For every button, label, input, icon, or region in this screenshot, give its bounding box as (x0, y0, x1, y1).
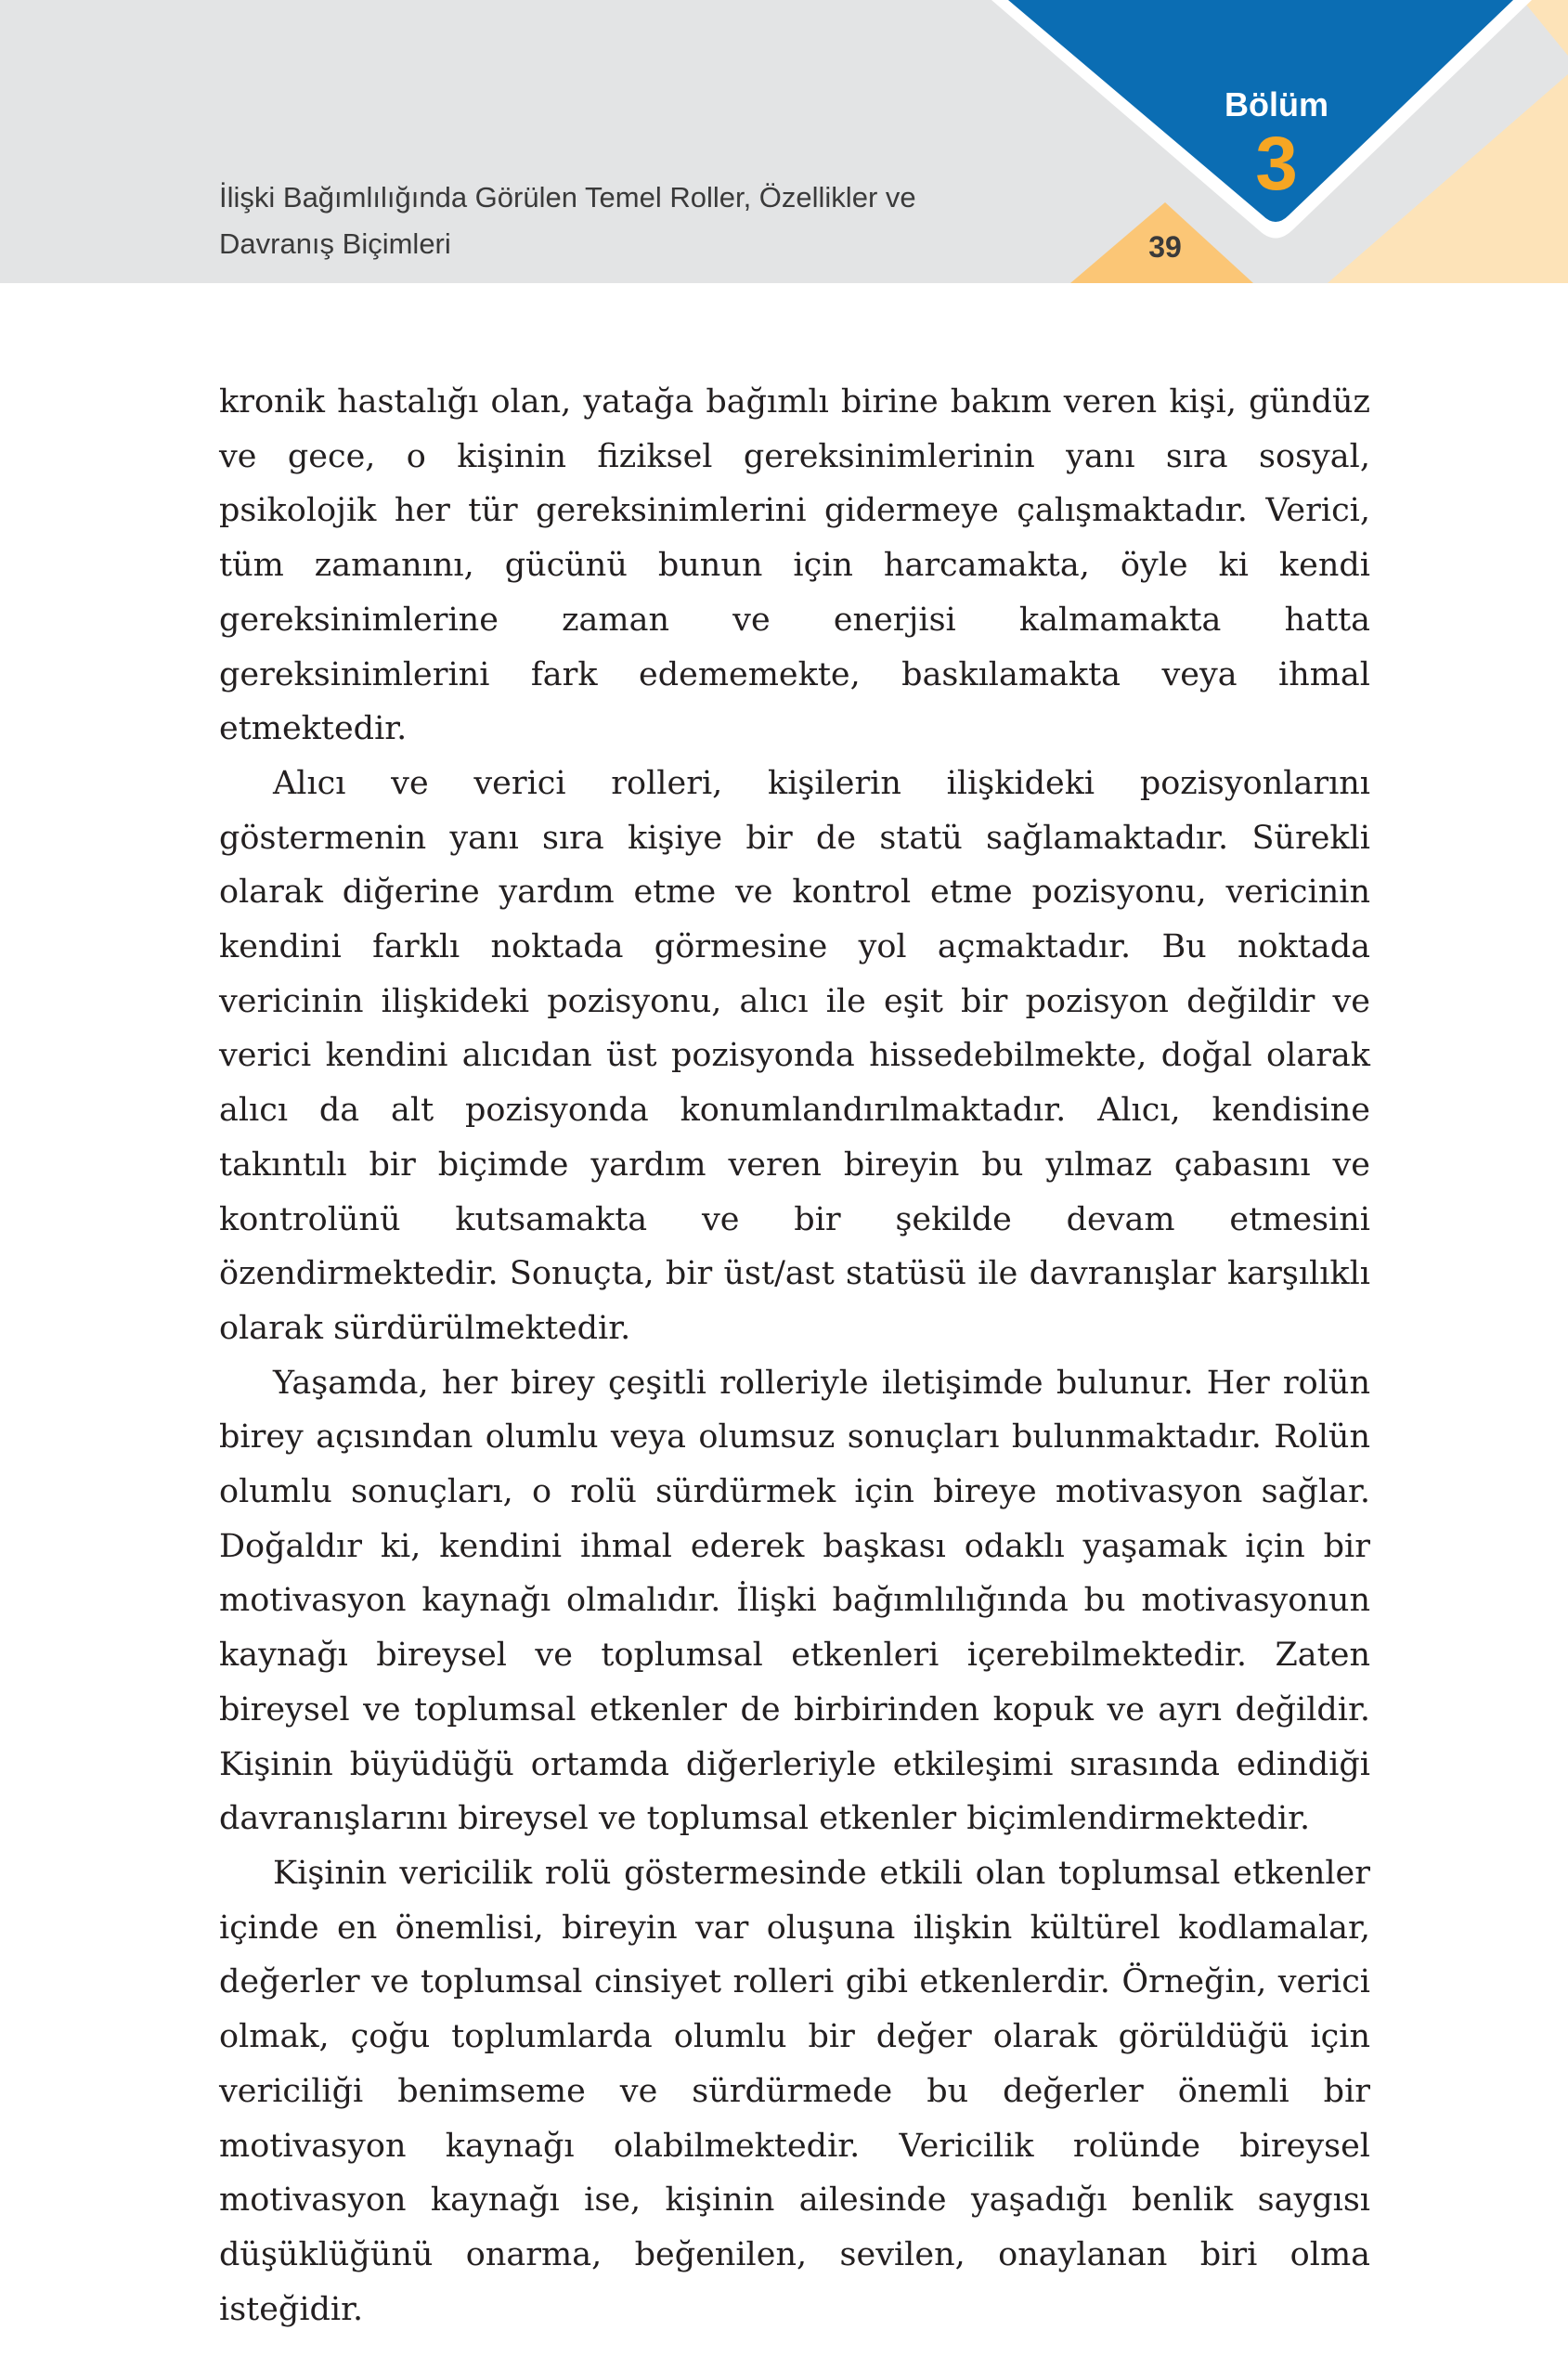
running-title (219, 175, 1055, 267)
paragraph-2: Alıcı ve verici rolleri, kişilerin ilişkideki pozisyonlarını göstermenin yanı sıra kişiye bir de statü sağlamaktadır. Sürekli olarak diğerine yardım etme ve kontrol etme pozisyonu, vericinin kendini farklı noktada görmesine yol açmaktadır. Bu noktada vericinin ilişkideki pozisyonu, alıcı ile eşit bir pozisyon değildir ve verici kendini alıcıdan üst pozisyonda hissedebilmekte, doğal olarak alıcı da alt pozisyonda konumlandırılmaktadır. Alıcı, kendisine takıntılı bir biçimde yardım veren bireyin bu yılmaz çabasını ve kontrolünü kutsamakta ve bir şekilde devam etmesini özendirmektedir. Sonuçta, bir üst/ast statüsü ile davranışlar karşılıklı olarak sürdürülmektedir. (219, 764, 1370, 1347)
running-title-line-1: İlişki Bağımlılığında Görülen Temel Roller, Özellikler ve (219, 181, 916, 214)
body-text (219, 375, 1370, 2337)
paragraph-3: Yaşamda, her birey çeşitli rolleriyle iletişimde bulunur. Her rolün birey açısından olumlu veya olumsuz sonuçları bulunmaktadır. Rolün olumlu sonuçları, o rolü sürdürmek için bireye motivasyon sağlar. Doğaldır ki, kendini ihmal ederek başkası odaklı yaşamak için bir motivasyon kaynağı olmalıdır. İlişki bağımlılığında bu motivasyonun kaynağı bireysel ve toplumsal etkenleri içerebilmektedir. Zaten bireysel ve toplumsal etkenler de birbirinden kopuk ve ayrı değildir. Kişinin büyüdüğü ortamda diğerleriyle etkileşimi sırasında edindiği davranışlarını bireysel ve toplumsal etkenler biçimlendirmektedir. (219, 1364, 1370, 1838)
page-number: 39 (1148, 230, 1182, 264)
running-title-line-2: Davranış Biçimleri (219, 227, 451, 260)
paragraph-1: kronik hastalığı olan, yatağa bağımlı birine bakım veren kişi, gündüz ve gece, o kişinin fiziksel gereksinimlerinin yanı sıra sosyal, psikolojik her tür gereksinimlerini gidermeye çalışmaktadır. Verici, tüm zamanını, gücünü bunun için harcamakta, öyle ki kendi gereksinimlerine zaman ve enerjisi kalmamakta hatta gereksinimlerini fark edememekte, baskılamakta veya ihmal etmektedir. (219, 383, 1370, 748)
paragraph-4: Kişinin vericilik rolü göstermesinde etkili olan toplumsal etkenler içinde en önemlisi, bireyin var oluşuna ilişkin kültürel kodlamalar, değerler ve toplumsal cinsiyet rolleri gibi etkenlerdir. Örneğin, verici olmak, çoğu toplumlarda olumlu bir değer olarak görüldüğü için vericiliği benimseme ve sürdürmede bu değerler önemli bir motivasyon kaynağı olabilmektedir. Vericilik rolünde bireysel motivasyon kaynağı ise, kişinin ailesinde yaşadığı benlik saygısı düşüklüğünü onarma, beğenilen, sevilen, onaylanan biri olma isteğidir. (219, 1854, 1370, 2328)
chapter-number: 3 (1255, 122, 1298, 206)
chapter-label: Bölüm (1225, 85, 1328, 123)
peach-top-shape (1523, 0, 1568, 56)
